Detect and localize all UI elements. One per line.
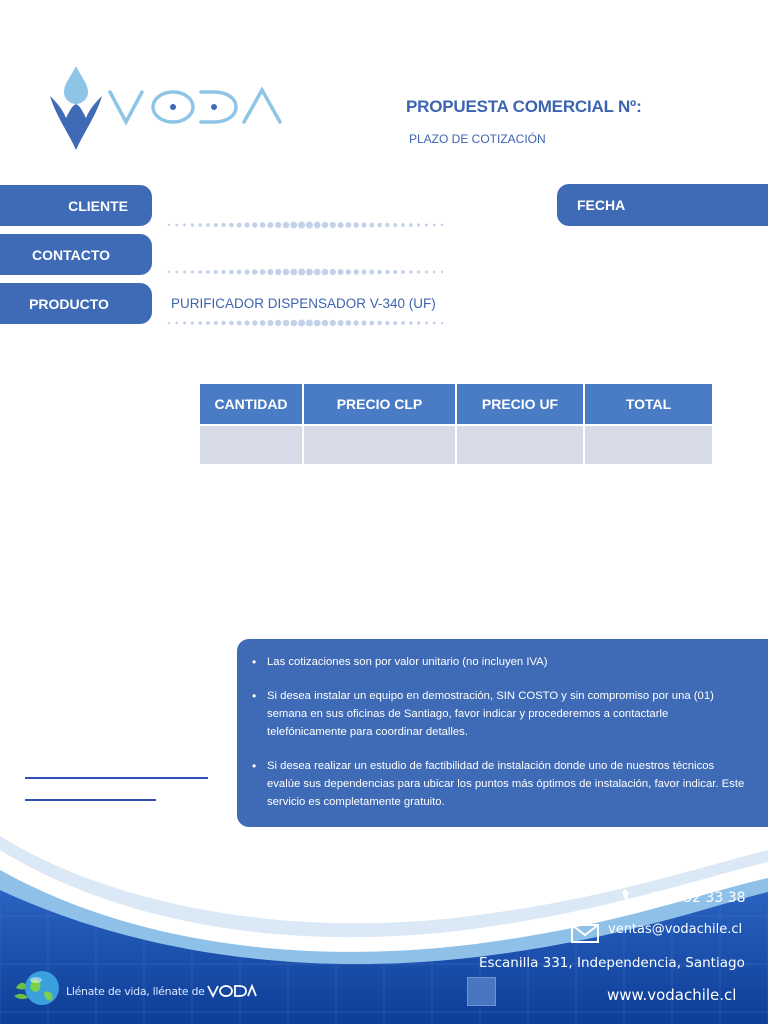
table-header-row xyxy=(200,384,712,424)
page-title: PROPUESTA COMERCIAL Nº: xyxy=(406,97,642,116)
cell-precio-clp[interactable] xyxy=(304,426,455,464)
globe-icon xyxy=(12,966,62,1008)
term-item: • Si desea instalar un equipo en demostración, SIN COSTO y sin compromiso por una (01) semana en sus oficinas de Santiago, favor indicar y procederemos a contactarle telefónicamente para coordinar detalles. xyxy=(267,687,748,741)
producto-label: PRODUCTO xyxy=(0,283,152,324)
producto-field-dots xyxy=(165,318,443,328)
fecha-label: FECHA xyxy=(557,184,768,226)
voda-logo xyxy=(46,62,286,154)
cell-cantidad[interactable] xyxy=(200,426,302,464)
footer-phone: 22 732 33 38 xyxy=(652,890,746,906)
cliente-label: CLIENTE xyxy=(0,185,152,226)
cell-precio-uf[interactable] xyxy=(457,426,583,464)
footer-voda-logo xyxy=(206,983,258,999)
col-precio-uf: PRECIO UF xyxy=(457,384,583,424)
footer-address: Escanilla 331, Independencia, Santiago xyxy=(479,955,745,971)
contacto-label: CONTACTO xyxy=(0,234,152,275)
term-item: • Si desea realizar un estudio de factibilidad de instalación donde uno de nuestros técnicos evalúe sus dependencias para ubicar los puntos más óptimos de instalación, favor indicar. Este servicio es completamente gratuito. xyxy=(267,757,748,811)
phone-icon xyxy=(620,887,644,911)
col-cantidad: CANTIDAD xyxy=(200,384,302,424)
footer-email[interactable]: ventas@vodachile.cl xyxy=(608,922,743,937)
terms-box xyxy=(237,639,768,827)
col-total: TOTAL xyxy=(585,384,712,424)
footer-website[interactable]: www.vodachile.cl xyxy=(607,986,737,1004)
contacto-field-dots[interactable] xyxy=(165,267,443,277)
decorative-square xyxy=(467,977,496,1006)
col-precio-clp: PRECIO CLP xyxy=(304,384,455,424)
table-row xyxy=(200,426,712,464)
signature-line xyxy=(25,777,208,779)
term-item: • Las cotizaciones son por valor unitario (no incluyen IVA) xyxy=(267,653,748,671)
producto-value: PURIFICADOR DISPENSADOR V-340 (UF) xyxy=(171,296,436,311)
cliente-field-dots[interactable] xyxy=(165,220,443,230)
mail-icon xyxy=(571,924,599,943)
footer-slogan: Llénate de vida, llénate de xyxy=(66,985,205,998)
page-subtitle: PLAZO DE COTIZACIÓN xyxy=(409,132,546,146)
cell-total[interactable] xyxy=(585,426,712,464)
quote-table xyxy=(198,382,714,466)
signature-line-short xyxy=(25,799,156,801)
